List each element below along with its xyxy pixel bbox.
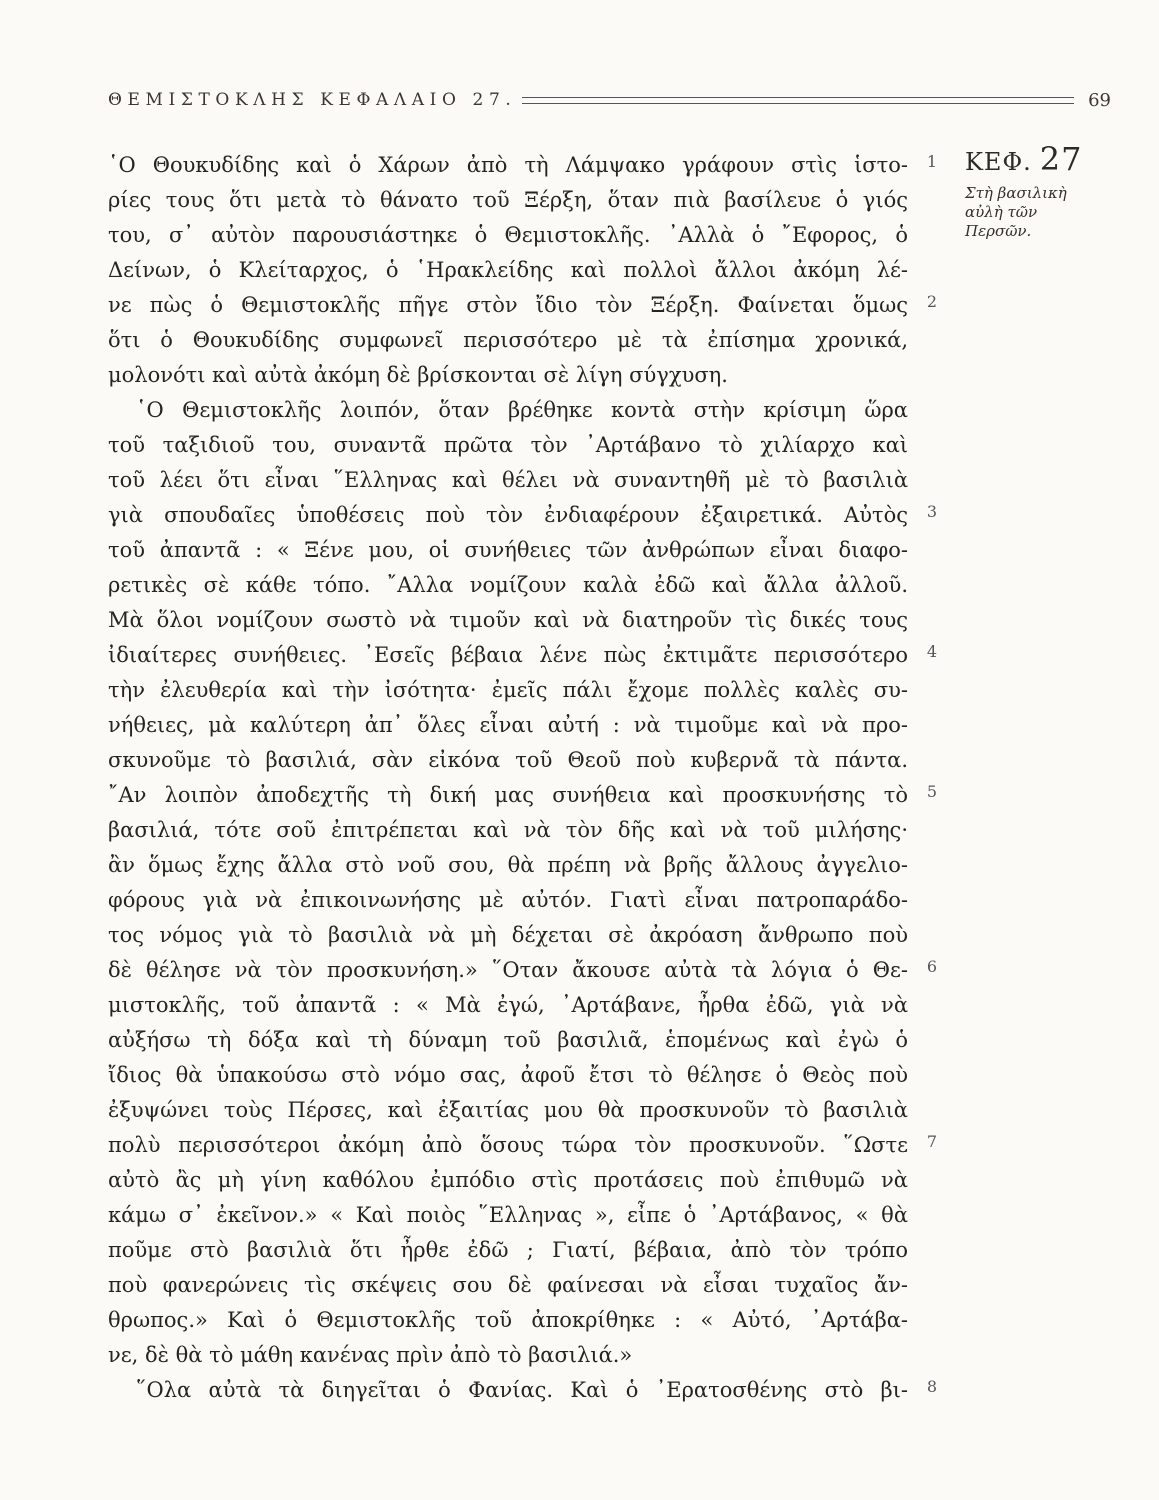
chapter-heading [965, 140, 1125, 178]
running-header [108, 88, 1111, 112]
text-line: θρωπος.» Καὶ ὁ Θεμιστοκλῆς τοῦ ἀποκρίθηκε : « Αὐτό, ᾿Αρτάβα- [108, 1308, 908, 1332]
subtitle-line: Περσῶν. [965, 222, 1032, 240]
text-line: αὐξήσω τὴ δόξα καὶ τὴ δύναμη τοῦ βασιλιᾶ, ἑπομένως καὶ ἐγὼ ὁ [108, 1028, 908, 1052]
text-line: ρετικὲς σὲ κάθε τόπο. ῎Αλλα νομίζουν καλὰ ἐδῶ καὶ ἄλλα ἀλλοῦ. [108, 573, 908, 597]
text-line: Μὰ ὅλοι νομίζουν σωστὸ νὰ τιμοῦν καὶ νὰ διατηροῦν τὶς δικές τους [108, 608, 908, 632]
text-line: μολονότι καὶ αὐτὰ ἀκόμη δὲ βρίσκονται σὲ λίγη σύγχυση. [108, 363, 728, 387]
text-line: νήθειες, μὰ καλύτερη ἀπ᾿ ὅλες εἶναι αὐτή : νὰ τιμοῦμε καὶ νὰ προ- [108, 713, 908, 737]
paragraph-number: 4 [926, 642, 938, 661]
text-line: τοῦ ταξιδιοῦ του, συναντᾶ πρῶτα τὸν ᾿Αρτάβανο τὸ χιλίαρχο καὶ [108, 433, 908, 457]
text-line: τος νόμος γιὰ τὸ βασιλιὰ νὰ μὴ δέχεται σὲ ἀκρόαση ἄνθρωπο ποὺ [108, 923, 908, 947]
header-rule [522, 97, 1074, 104]
text-line: ῞Ολα αὐτὰ τὰ διηγεῖται ὁ Φανίας. Καὶ ὁ ᾿Ερατοσθένης στὸ βι- [136, 1378, 908, 1402]
text-line: ἰδιαίτερες συνήθειες. ᾿Εσεῖς βέβαια λένε πὼς ἐκτιμᾶτε περισσότερο [108, 643, 908, 667]
page-number: 69 [1088, 89, 1111, 111]
text-line: ῾Ο Θεμιστοκλῆς λοιπόν, ὅταν βρέθηκε κοντὰ στὴν κρίσιμη ὥρα [136, 398, 908, 422]
text-line: ἐξυψώνει τοὺς Πέρσες, καὶ ἐξαιτίας μου θὰ προσκυνοῦν τὸ βασιλιὰ [108, 1098, 908, 1122]
text-line: ἂν ὅμως ἔχης ἄλλα στὸ νοῦ σου, θὰ πρέπη νὰ βρῆς ἄλλους ἀγγελιο- [108, 853, 908, 877]
paragraph-number: 7 [926, 1132, 938, 1151]
text-line: δὲ θέλησε νὰ τὸν προσκυνήση.» ῞Οταν ἄκουσε αὐτὰ τὰ λόγια ὁ Θε- [108, 958, 908, 982]
text-line: βασιλιά, τότε σοῦ ἐπιτρέπεται καὶ νὰ τὸν δῆς καὶ νὰ τοῦ μιλήσης· [108, 818, 908, 842]
text-line: Δείνων, ὁ Κλείταρχος, ὁ ῾Ηρακλείδης καὶ πολλοὶ ἄλλοι ἀκόμη λέ- [108, 258, 908, 282]
chapter-subtitle [965, 184, 1125, 241]
text-line: φόρους γιὰ νὰ ἐπικοινωνήσης μὲ αὐτόν. Γιατὶ εἶναι πατροπαράδο- [108, 888, 908, 912]
text-line: ῎Αν λοιπὸν ἀποδεχτῆς τὴ δική μας συνήθεια καὶ προσκυνήσης τὸ [108, 783, 908, 807]
paragraph-number: 8 [926, 1377, 938, 1396]
text-line: τοῦ ἀπαντᾶ : « Ξένε μου, οἱ συνήθειες τῶν ἀνθρώπων εἶναι διαφο- [108, 538, 908, 562]
paragraph-number: 2 [926, 292, 938, 311]
paragraph-number: 5 [926, 782, 938, 801]
text-line: ποὺ φανερώνεις τὶς σκέψεις σου δὲ φαίνεσαι νὰ εἶσαι τυχαῖος ἄν- [108, 1273, 908, 1297]
paragraph-number: 3 [926, 502, 938, 521]
paragraph-number: 6 [926, 957, 938, 976]
text-line: ὅτι ὁ Θουκυδίδης συμφωνεῖ περισσότερο μὲ τὰ ἐπίσημα χρονικά, [108, 328, 908, 352]
chapter-number: 27 [1039, 140, 1083, 178]
text-line: ῾Ο Θουκυδίδης καὶ ὁ Χάρων ἀπὸ τὴ Λάμψακο γράφουν στὶς ἱστο- [108, 153, 908, 177]
chapter-label: ΚΕΦ. [965, 148, 1032, 176]
text-line: ἴδιος θὰ ὑπακούσω στὸ νόμο σας, ἀφοῦ ἔτσι τὸ θέλησε ὁ Θεὸς ποὺ [108, 1063, 908, 1087]
paragraph-number: 1 [926, 152, 938, 171]
text-line: αὐτὸ ἂς μὴ γίνη καθόλου ἐμπόδιο στὶς προτάσεις ποὺ ἐπιθυμῶ νὰ [108, 1168, 908, 1192]
text-line: σκυνοῦμε τὸ βασιλιά, σὰν εἰκόνα τοῦ Θεοῦ ποὺ κυβερνᾶ τὰ πάντα. [108, 748, 908, 772]
subtitle-line: αὐλὴ τῶν [965, 203, 1038, 221]
subtitle-line: Στὴ βασιλικὴ [965, 184, 1067, 202]
text-line: ποῦμε στὸ βασιλιὰ ὅτι ἦρθε ἐδῶ ; Γιατί, βέβαια, ἀπὸ τὸν τρόπο [108, 1238, 908, 1262]
text-line: νε πὼς ὁ Θεμιστοκλῆς πῆγε στὸν ἴδιο τὸν Ξέρξη. Φαίνεται ὅμως [108, 293, 908, 317]
text-line: του, σ᾿ αὐτὸν παρουσιάστηκε ὁ Θεμιστοκλῆς. ᾿Αλλὰ ὁ ῎Εφορος, ὁ [108, 223, 908, 247]
text-line: πολὺ περισσότεροι ἀκόμη ἀπὸ ὅσους τώρα τὸν προσκυνοῦν. ῞Ωστε [108, 1133, 908, 1157]
running-title: ΘΕΜΙΣΤΟΚΛΗΣ ΚΕΦΑΛΑΙΟ 27. [108, 90, 517, 110]
text-line: μιστοκλῆς, τοῦ ἀπαντᾶ : « Μὰ ἐγώ, ᾿Αρτάβανε, ἦρθα ἐδῶ, γιὰ νὰ [108, 993, 908, 1017]
text-line: ρίες τους ὅτι μετὰ τὸ θάνατο τοῦ Ξέρξη, ὅταν πιὰ βασίλευε ὁ γιός [108, 188, 908, 212]
body-text [108, 145, 908, 1402]
text-line: κάμω σ᾿ ἐκεῖνον.» « Καὶ ποιὸς ῞Ελληνας », εἶπε ὁ ᾿Αρτάβανος, « θὰ [108, 1203, 908, 1227]
text-line: νε, δὲ θὰ τὸ μάθη κανένας πρὶν ἀπὸ τὸ βασιλιά.» [108, 1343, 633, 1367]
text-line: γιὰ σπουδαῖες ὑποθέσεις ποὺ τὸν ἐνδιαφέρουν ἐξαιρετικά. Αὐτὸς [108, 503, 908, 527]
text-line: τοῦ λέει ὅτι εἶναι ῞Ελληνας καὶ θέλει νὰ συναντηθῆ μὲ τὸ βασιλιὰ [108, 468, 908, 492]
text-line: τὴν ἐλευθερία καὶ τὴν ἰσότητα· ἐμεῖς πάλι ἔχομε πολλὲς καλὲς συ- [108, 678, 908, 702]
margin-heading [965, 140, 1125, 241]
